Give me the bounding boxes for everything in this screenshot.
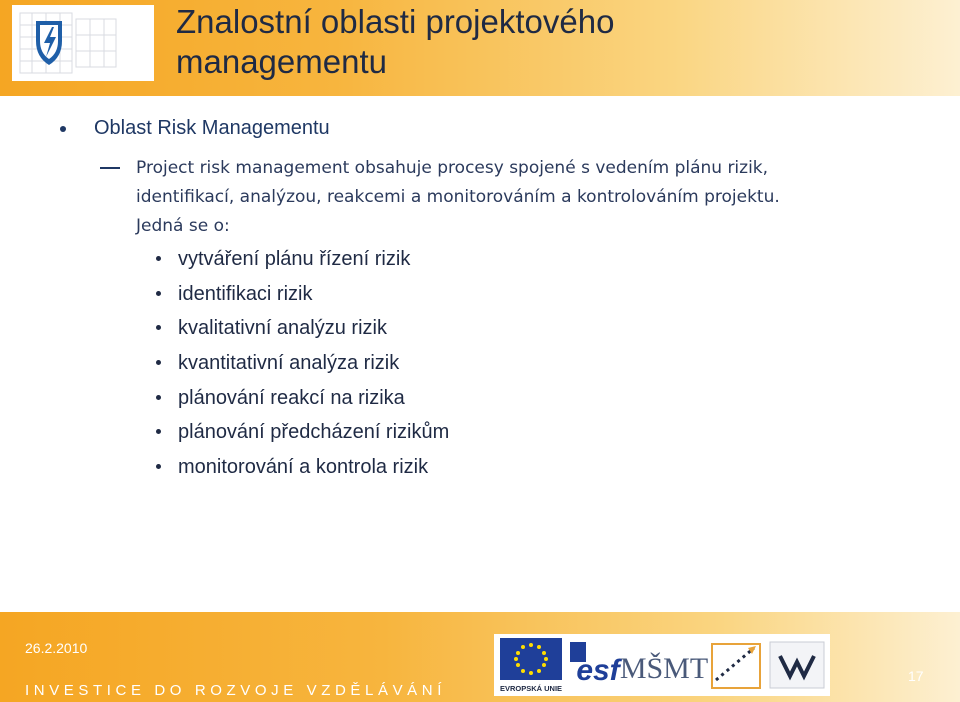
list-item xyxy=(150,383,449,418)
svg-text:esf: esf xyxy=(576,654,620,687)
bullet-icon xyxy=(156,291,161,296)
slide-title xyxy=(176,2,796,82)
header-band xyxy=(0,0,960,96)
university-logo xyxy=(12,5,154,81)
eu-flag-icon xyxy=(500,638,562,693)
list-item-label: kvalitativní analýzu rizik xyxy=(178,317,387,340)
esf-logo-icon xyxy=(568,638,626,692)
list-item-label: plánování předcházení rizikům xyxy=(178,421,450,444)
paragraph-line-1: Project risk management obsahuje procesy spojené s vedením plánu rizik, xyxy=(136,158,769,178)
list-item-label: kvantitativní analýza rizik xyxy=(178,352,400,375)
page-number: 17 xyxy=(908,668,924,684)
svg-text:MŠMT: MŠMT xyxy=(619,652,709,685)
list-item-label: vytváření plánu řízení rizik xyxy=(178,248,411,270)
svg-text:EVROPSKÁ UNIE: EVROPSKÁ UNIE xyxy=(499,684,563,693)
paragraph-line-2: identifikací, analýzou, reakcemi a monitorováním a kontrolováním projektu. xyxy=(136,187,780,207)
bullet-icon xyxy=(156,464,161,469)
sponsor-logos-icon xyxy=(494,634,830,696)
bullet-icon xyxy=(156,325,161,330)
slide-title-line2: managementu xyxy=(176,43,387,80)
slide-title-line1: Znalostní oblasti projektového xyxy=(176,3,615,40)
dash-bullet-icon xyxy=(100,167,120,169)
bullet-icon xyxy=(156,395,161,400)
footer-motto: INVESTICE DO ROZVOJE VZDĚLÁVÁNÍ xyxy=(25,682,446,699)
list-item xyxy=(150,348,449,383)
list-item-label: identifikaci rizik xyxy=(178,282,313,305)
paragraph-line-3: Jedná se o: xyxy=(136,216,230,236)
list-item-label: monitorování a kontrola rizik xyxy=(178,456,429,479)
university-shield-logo-icon xyxy=(12,5,154,81)
risk-process-list xyxy=(150,244,449,487)
section-heading: Oblast Risk Managementu xyxy=(94,117,330,139)
list-item xyxy=(150,417,449,452)
list-item xyxy=(150,279,449,314)
bullet-icon xyxy=(156,360,161,365)
msmt-logo-icon xyxy=(620,652,708,685)
bullet-icon xyxy=(156,429,161,434)
list-item xyxy=(150,244,449,279)
bullet-icon xyxy=(60,126,66,132)
description-paragraph xyxy=(136,154,936,241)
slide-date: 26.2.2010 xyxy=(25,640,88,656)
sponsor-logos xyxy=(494,634,830,696)
bullet-icon xyxy=(156,256,161,261)
list-item-label: plánování reakcí na rizika xyxy=(178,386,405,409)
university-small-logo-icon xyxy=(770,642,824,688)
list-item xyxy=(150,452,449,487)
list-item xyxy=(150,313,449,348)
